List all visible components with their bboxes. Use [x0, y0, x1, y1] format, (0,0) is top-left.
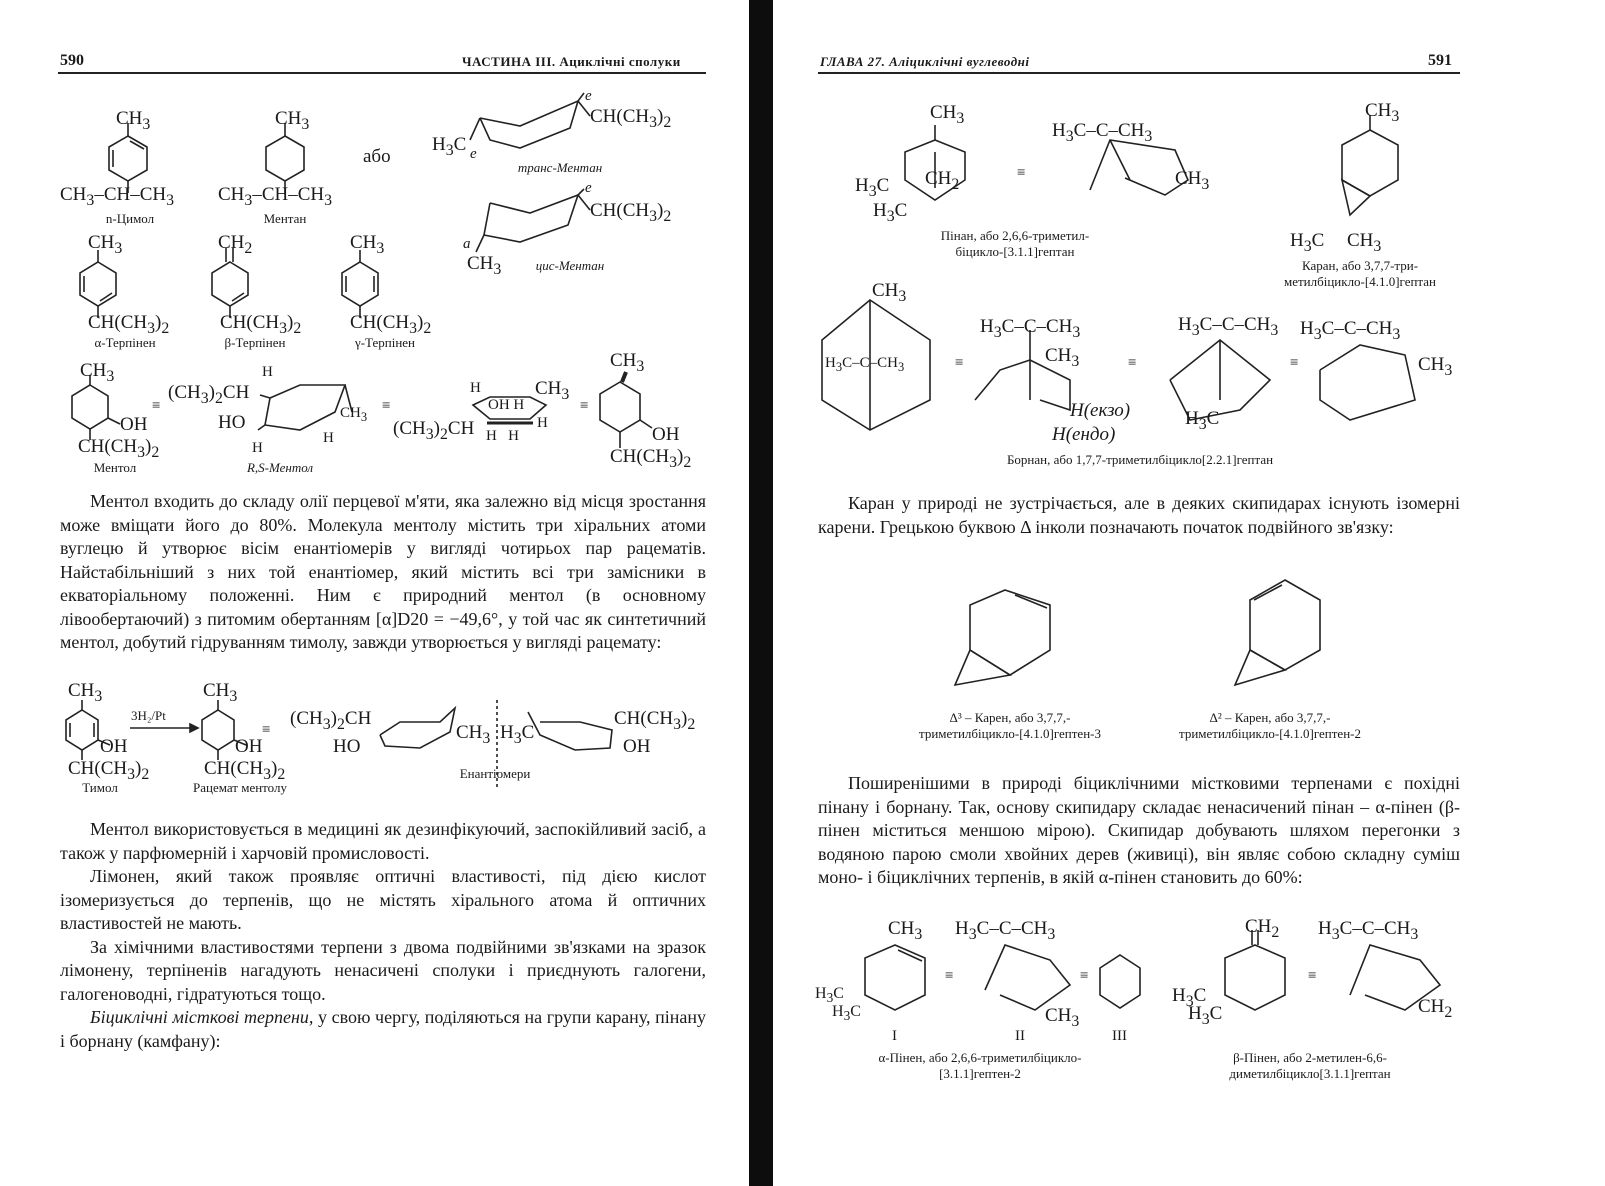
trans-menthane-caption: транс-Ментан	[517, 160, 603, 175]
equals-sign: ≡	[955, 355, 964, 371]
label-e: e	[585, 180, 592, 196]
carane-structure	[1342, 115, 1398, 215]
cymene-caption: n-Цимол	[105, 211, 155, 226]
label-isopropyl-group: $CH(CH_3)_2$	[68, 758, 150, 783]
pinane-3d	[1090, 140, 1188, 195]
label-ch2: $CH_2$	[1418, 996, 1453, 1021]
label-h3c-ch3: $H_3C-C-CH_3$	[1052, 120, 1153, 145]
label-oh: OH	[623, 736, 651, 757]
beta-pinene-caption: β-Пінен, або 2-метилен-6,6-диметилбіцикло[3.1.1]гептан	[1229, 1050, 1391, 1081]
label-e: e	[585, 88, 592, 104]
label-h3c: $H_3C$	[815, 985, 844, 1006]
label-h: H	[537, 415, 548, 431]
equals-sign: ≡	[945, 968, 954, 984]
label-h3c-ch3: $H_3C-C-CH_3$	[1318, 918, 1419, 943]
label-h-exo: H(екзо)	[1070, 400, 1131, 421]
racemate-caption: Рацемат ментолу	[192, 780, 287, 795]
d3-carene-caption: Δ³ – Карен, або 3,7,7,-триметилбіцикло-[4.1.0]гептен-3	[919, 710, 1101, 741]
label-ch3: $CH_3$	[68, 680, 103, 705]
label-isopropyl-ch: $(CH_3)_2CH$	[393, 418, 475, 443]
label-isopropyl-ch: $(CH_3)_2CH$	[290, 708, 372, 733]
label-ch3: $CH_3$	[456, 722, 491, 747]
paragraph: Ментол входить до складу олії перцевої м'яти, яка залежно від місця зростання може вміщати його до 80%. Молекула ментолу містить три хіральних атоми вуглецю й утворює вісім енантіомерів у вигляді чотирьох пар рацематів. Найстабільніший з них той енантіомер, який містить всі три замісники в екваторіальному положенні. Ним є природний ментол (в основному лівообертаючий) з питомим обертанням [α]D20 = −49,6°, у той час як синтетичний ментол, добутий гідруванням тимолу, завжди утворюється у вигляді рацемату:	[60, 491, 706, 652]
label-ch3: $CH_3$	[116, 108, 151, 133]
label-isopropyl-group: $CH(CH_3)_2$	[220, 312, 302, 337]
equals-sign: ≡	[580, 398, 589, 414]
label-isopropyl-group: $CH(CH_3)_2$	[590, 106, 672, 131]
label-h3c-ch3: $H_3C-C-CH_3$	[955, 918, 1056, 943]
label-ch2: $CH_2$	[218, 232, 253, 257]
label-h3c: $H_3C$	[873, 200, 908, 225]
running-head-left: ЧАСТИНА III. Ациклічні сполуки	[462, 54, 681, 69]
alpha-terpinene-caption: α-Терпінен	[94, 335, 156, 350]
label-ch3: $CH_3$	[610, 350, 645, 375]
label-a: a	[463, 236, 471, 252]
label-h-endo: H(ендо)	[1052, 424, 1116, 445]
equals-sign: ≡	[1308, 968, 1317, 984]
label-h3c-ch3: $H_3C-C-CH_3$	[1300, 318, 1401, 343]
label-ch3: $CH_3$	[1347, 230, 1382, 255]
label-ch3: $CH_3$	[888, 918, 923, 943]
label-isopropyl-group: $CH(CH_3)_2$	[204, 758, 286, 783]
label-h3c: $H_3C$	[1290, 230, 1325, 255]
label-ch3: $CH_3$	[1045, 1005, 1080, 1030]
label-h: H	[323, 430, 334, 446]
d2-carene-caption: Δ² – Карен, або 3,7,7,-триметилбіцикло-[4.1.0]гептен-2	[1179, 710, 1361, 741]
label-h3c-ch3: $H_3C-C-CH_3$	[980, 316, 1081, 341]
label-isopropyl-group: $CH(CH_3)_2$	[78, 436, 160, 461]
paragraph: Ментол використовується в медицині як дезинфікуючий, заспокійливий засіб, а також у парфюмерній і харчовій промисловості.	[60, 819, 706, 863]
beta-pinene-structure	[1225, 930, 1285, 1010]
label-ch2: $CH_2$	[1245, 916, 1280, 941]
rs-menthol-caption: R,S-Ментол	[246, 460, 314, 475]
label-isopropyl-group: $CH(CH_3)_2$	[610, 446, 692, 471]
label-ch3: $CH_3$	[88, 232, 123, 257]
paragraph: Поширенішими в природі біциклічними містковими терпенами є похідні пінану і борнану. Так, основу скипидару складає ненасичений пінан – α-пінен (β-пінен міститься меншою мірою). Скипидар добувають шляхом перегонки з водяною парою смоли хвойних дерев (живиці), він являє собою складну суміш моно- і біциклічних терпенів, в якій α-пінен становить до 60%:	[818, 773, 1460, 887]
equals-sign: ≡	[152, 398, 161, 414]
label-ch2: $CH_2$	[925, 168, 960, 193]
equals-sign: ≡	[1017, 165, 1026, 181]
label-oh: OH	[235, 736, 263, 757]
label-h3c: $H_3C$	[1172, 985, 1207, 1010]
label-ohh: OH H	[488, 397, 525, 413]
label-oh: OH	[120, 414, 148, 435]
label-h3c: $H_3C$	[432, 134, 467, 159]
paragraph: За хімічними властивостями терпени з двома подвійними зв'язками на зразок лімонену, терпіненів нагадують ненасичені сполуки і приєднують галогени, галогеноводні, гідратуються тощо.	[60, 936, 706, 1004]
beta-terpinene-caption: β-Терпінен	[224, 335, 286, 350]
label-ch3: $CH_3$	[1045, 345, 1080, 370]
gamma-terpinene-caption: γ-Терпінен	[354, 335, 416, 350]
label-isopropyl-ch: $(CH_3)_2CH$	[168, 382, 250, 407]
label-ho: HO	[218, 412, 246, 433]
label-ch3: $CH_3$	[1418, 354, 1453, 379]
label-e: e	[470, 146, 477, 162]
paragraph: Каран у природі не зустрічається, але в деяких скипидарах існують ізомерні карени. Грецькою буквою Δ інколи позначають початок подвійного зв'язку:	[818, 493, 1460, 537]
label-h3c: $H_3C$	[500, 722, 535, 747]
label-ch3: $CH_3$	[467, 253, 502, 278]
equals-sign: ≡	[1290, 355, 1299, 371]
d3-carene-structure	[955, 590, 1050, 685]
label-ch3: $CH_3$	[1175, 168, 1210, 193]
menthol-caption: Ментол	[93, 460, 137, 475]
pinane-caption: Пінан, або 2,6,6-триметил-біцикло-[3.1.1]гептан	[940, 228, 1090, 259]
label-h3c: $H_3C$	[1185, 408, 1220, 433]
reaction-reagent: 3H₂/Pt	[131, 708, 166, 723]
label-isopropyl: $CH_3-CH-CH_3$	[218, 184, 333, 209]
thymol-caption: Тимол	[82, 780, 118, 795]
label-h3c-c-ch3: $H_3C-C-CH_3$	[825, 355, 905, 374]
alpha-pinene-structure	[865, 945, 925, 1010]
label-isopropyl-group: $CH(CH_3)_2$	[350, 312, 432, 337]
label-isopropyl-group: $CH(CH_3)_2$	[88, 312, 170, 337]
label-ch3: $CH_3$	[535, 378, 570, 403]
roman-numeral: III	[1112, 1028, 1127, 1044]
paragraph: Лімонен, який також проявляє оптичні властивості, під дією кислот ізомеризується до терпенів, що не містять хірального атома й оптичних властивостей не мають.	[60, 866, 706, 933]
equals-sign: ≡	[262, 722, 271, 738]
label-ch3: $CH_3$	[340, 405, 368, 424]
label-isopropyl: $CH_3-CH-CH_3$	[60, 184, 175, 209]
alpha-pinene-caption: α-Пінен, або 2,6,6-триметилбіцикло-[3.1.1]гептен-2	[878, 1050, 1082, 1081]
label-isopropyl-group: $CH(CH_3)_2$	[590, 200, 672, 225]
label-h3c: $H_3C$	[855, 175, 890, 200]
or-word: або	[363, 146, 391, 167]
label-ho: HO	[333, 736, 361, 757]
right-text-block-1	[818, 492, 1460, 539]
alpha-pinene-3d	[985, 945, 1070, 1010]
italic-term: Біциклічні місткові терпени,	[90, 1007, 314, 1027]
label-h3c: $H_3C$	[832, 1003, 861, 1024]
roman-numeral: I	[892, 1028, 897, 1044]
label-oh: OH	[652, 424, 680, 445]
equals-sign: ≡	[1080, 968, 1089, 984]
cis-menthane-caption: цис-Ментан	[535, 258, 605, 273]
equals-sign: ≡	[1128, 355, 1137, 371]
menthane-caption: Ментан	[263, 211, 307, 226]
carane-caption: Каран, або 3,7,7-три-метилбіцикло-[4.1.0]гептан	[1283, 258, 1436, 289]
label-ch3: $CH_3$	[275, 108, 310, 133]
label-ch3: $CH_3$	[350, 232, 385, 257]
equals-sign: ≡	[382, 398, 391, 414]
label-ch3: $CH_3$	[80, 360, 115, 385]
right-text-block-2	[818, 772, 1460, 890]
label-ch3: $CH_3$	[930, 102, 965, 127]
page-number-left: 590	[60, 52, 84, 69]
label-isopropyl-group: $CH(CH_3)_2$	[614, 708, 696, 733]
label-h3c-ch3: $H_3C-C-CH_3$	[1178, 314, 1279, 339]
label-oh: OH	[100, 736, 128, 757]
roman-numeral: II	[1015, 1028, 1025, 1044]
label-hh: H H	[486, 428, 519, 444]
enantiomers-caption: Енантіомери	[459, 766, 531, 781]
d2-carene-structure	[1235, 580, 1320, 685]
bornane-caption: Борнан, або 1,7,7-триметилбіцикло[2.2.1]гептан	[1006, 452, 1274, 467]
label-h: H	[470, 380, 481, 396]
page-number-right: 591	[1428, 52, 1452, 69]
paragraph-rest: у свою чергу, поділяються на групи карану, пінану і борнану (камфану):	[60, 1007, 707, 1051]
alpha-pinene-icon	[1100, 955, 1140, 1008]
label-ch3: $CH_3$	[1365, 100, 1400, 125]
bornane-3d-c	[1320, 345, 1415, 420]
label-h: H	[262, 364, 273, 380]
label-ch3: $CH_3$	[203, 680, 238, 705]
running-head-right: ГЛАВА 27. Аліциклічні вуглеводні	[820, 54, 1030, 69]
label-ch3: $CH_3$	[872, 280, 907, 305]
label-h3c: $H_3C$	[1188, 1003, 1223, 1028]
label-h: H	[252, 440, 263, 456]
